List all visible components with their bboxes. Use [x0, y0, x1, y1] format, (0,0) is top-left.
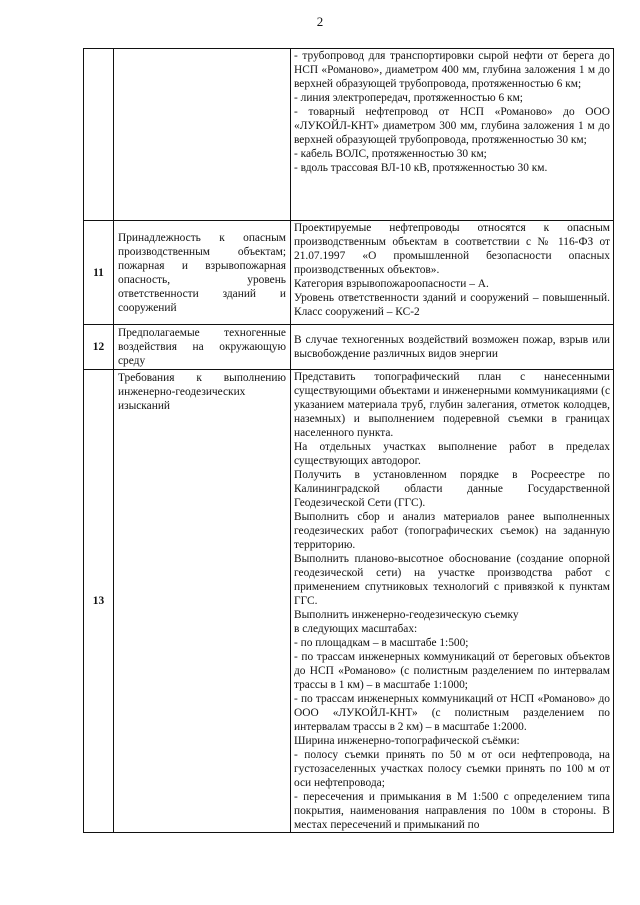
table-row — [84, 325, 614, 370]
row-title: Требования к выполнению инженерно-геодезических изысканий — [114, 370, 291, 833]
content-line: - пересечения и примыкания в М 1:500 с определением типа покрытия, наименования направления по 100м в стороны. В местах пересечений и примыканий по — [294, 791, 610, 831]
row-title: Принадлежность к опасным производственным объектам; пожарная и взрывопожарная опасность, уровень ответственности зданий и сооружений — [114, 221, 291, 325]
content-line: - полосу съемки принять по 50 м от оси нефтепровода, на густозаселенных участках полосу съемки принять по 100 м от оси нефтепровода; — [294, 749, 610, 789]
content-line: Выполнить инженерно-геодезическую съемку — [294, 609, 519, 621]
content-line: Выполнить сбор и анализ материалов ранее выполненных геодезических работ (топографических съемок) на заданную территорию. — [294, 511, 610, 551]
row-number — [84, 49, 114, 221]
row-content — [291, 49, 614, 221]
content-line: Получить в установленном порядке в Росреестре по Калининградской области данные Государственной Геодезической Сети (ГГС). — [294, 469, 610, 509]
row-number: 12 — [84, 325, 114, 370]
row-number: 13 — [84, 370, 114, 833]
content-line: - по трассам инженерных коммуникаций от НСП «Романово» до ООО «ЛУКОЙЛ-КНТ» (с полистным разделением по интервалам трассы в 2 км) – в масштабе 1:2000. — [294, 693, 610, 733]
content-line: - по площадкам – в масштабе 1:500; — [294, 637, 469, 649]
content-line: Выполнить планово-высотное обоснование (создание опорной геодезической сети) на участке производства работ с применением спутниковых технологий с привязкой к пунктам ГГС. — [294, 553, 610, 607]
row-content — [291, 221, 614, 325]
content-line: - по трассам инженерных коммуникаций от береговых объектов до НСП «Романово» (с полистным разделением по интервалам трассы в 1 км) – в масштабе 1:1000; — [294, 651, 610, 691]
content-line: Ширина инженерно-топографической съёмки: — [294, 735, 520, 747]
table-row — [84, 370, 614, 833]
content-line: В случае техногенных воздействий возможен пожар, взрыв или высвобождение различных видов энергии — [294, 334, 610, 360]
content-line: - линия электропередач, протяженностью 6 км; — [294, 92, 523, 104]
content-line: На отдельных участках выполнение работ в пределах существующих автодорог. — [294, 441, 610, 467]
row-content — [291, 370, 614, 833]
table-row — [84, 221, 614, 325]
content-line: - вдоль трассовая ВЛ-10 кВ, протяженностью 30 км. — [294, 162, 548, 174]
content-line: Уровень ответственности зданий и сооружений – повышенный. Класс сооружений – КС-2 — [294, 292, 610, 318]
content-line: Представить топографический план с нанесенными существующими объектами и инженерными коммуникациями (с указанием материала труб, глубин залегания, отметок колодцев, наземных) и выполнением подеревной съемки в границах населенного пункта. — [294, 371, 610, 439]
table-row — [84, 49, 614, 221]
content-line: - товарный нефтепровод от НСП «Романово» до ООО «ЛУКОЙЛ-КНТ» диаметром 300 мм, глубина заложения 1 м до верхней образующей трубопровода, протяженностью 30 км; — [294, 106, 610, 146]
requirements-table — [83, 48, 614, 833]
page-number: 2 — [316, 14, 324, 29]
content-line: в следующих масштабах: — [294, 623, 418, 635]
row-title: Предполагаемые техногенные воздействия на окружающую среду — [114, 325, 291, 370]
row-number: 11 — [84, 221, 114, 325]
row-content — [291, 325, 614, 370]
content-line: - кабель ВОЛС, протяженностью 30 км; — [294, 148, 487, 160]
content-line: Проектируемые нефтепроводы относятся к опасным производственным объектам в соответствии с № 116-ФЗ от 21.07.1997 «О промышленной безопасности опасных производственных объектов». — [294, 222, 610, 276]
row-title — [114, 49, 291, 221]
content-line: - трубопровод для транспортировки сырой нефти от берега до НСП «Романово», диаметром 400 мм, глубина заложения 1 м до верхней образующей трубопровода, протяженностью 6 км; — [294, 50, 610, 90]
content-line: Категория взрывопожароопасности – А. — [294, 278, 489, 290]
